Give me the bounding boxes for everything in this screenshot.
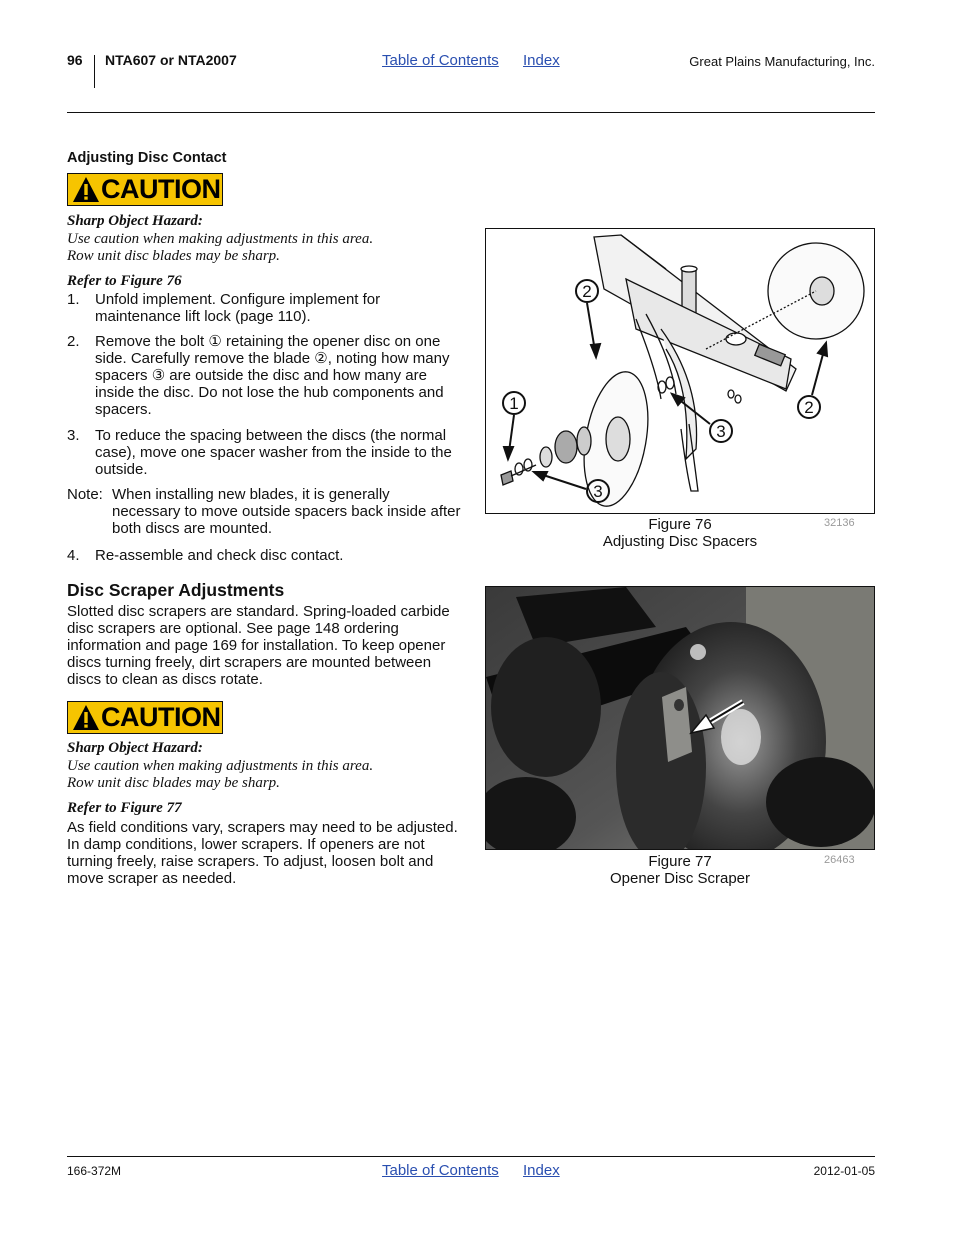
callout-label: 2 bbox=[582, 282, 592, 301]
header-toc-link[interactable]: Table of Contents bbox=[382, 52, 499, 69]
figure-77-photo bbox=[485, 586, 875, 850]
disc-spacer-drawing bbox=[486, 229, 874, 513]
document-date: 2012-01-05 bbox=[813, 1164, 875, 1178]
figure-76-number: Figure 76 bbox=[648, 516, 712, 533]
caution-label bbox=[67, 701, 223, 734]
warning-triangle-icon bbox=[72, 704, 100, 731]
callout-label: 3 bbox=[593, 482, 603, 501]
company-name: Great Plains Manufacturing, Inc. bbox=[689, 54, 875, 69]
caution-word: CAUTION bbox=[101, 174, 221, 204]
figure-76-code: 32136 bbox=[824, 517, 855, 529]
note-text: When installing new blades, it is generally necessary to move outside spacers back inside after both discs are mounted. bbox=[112, 486, 461, 537]
caution-word: CAUTION bbox=[101, 702, 221, 732]
hazard-line: Row unit disc blades may be sharp. bbox=[67, 248, 280, 264]
figure-reference: Refer to Figure 76 bbox=[67, 273, 182, 289]
callout-label: 3 bbox=[716, 422, 726, 441]
section-body: As field conditions vary, scrapers may need to be adjusted. In damp conditions, lower scrapers. If openers are not turning freely, raise scrapers. To adjust, loosen bolt and move scraper as needed. bbox=[67, 819, 458, 887]
step-number: 4. bbox=[67, 547, 80, 564]
header-rule bbox=[67, 112, 875, 113]
hazard-line: Row unit disc blades may be sharp. bbox=[67, 775, 280, 791]
footer-index-link[interactable]: Index bbox=[523, 1162, 560, 1179]
note-label: Note: bbox=[67, 486, 103, 503]
step-number: 3. bbox=[67, 427, 80, 444]
section-title-adjusting-disc-contact: Adjusting Disc Contact bbox=[67, 150, 227, 166]
header-divider bbox=[94, 55, 95, 88]
figure-77-code: 26463 bbox=[824, 854, 855, 866]
figure-77-caption: Opener Disc Scraper bbox=[609, 870, 751, 887]
callout-label: 2 bbox=[804, 398, 814, 417]
header-index-link[interactable]: Index bbox=[523, 52, 560, 69]
figure-77-number: Figure 77 bbox=[648, 853, 712, 870]
hazard-line: Use caution when making adjustments in this area. bbox=[67, 231, 374, 247]
model-name: NTA607 or NTA2007 bbox=[105, 52, 237, 68]
hazard-line: Use caution when making adjustments in this area. bbox=[67, 758, 374, 774]
warning-triangle-icon bbox=[72, 176, 100, 203]
footer-toc-link[interactable]: Table of Contents bbox=[382, 1162, 499, 1179]
opener-disc-scraper-photo bbox=[486, 587, 874, 849]
step-number: 1. bbox=[67, 291, 80, 308]
page-number: 96 bbox=[67, 52, 83, 68]
figure-76-caption: Adjusting Disc Spacers bbox=[602, 533, 758, 550]
hazard-title: Sharp Object Hazard: bbox=[67, 213, 203, 229]
figure-76-diagram bbox=[485, 228, 875, 514]
step-text: Remove the bolt ① retaining the opener disc on one side. Carefully remove the blade ②, noting how many spacers ③ are outside the disc and how many are inside the disc. Do not lose the hub components and spacers. bbox=[95, 333, 450, 418]
step-text: To reduce the spacing between the discs (the normal case), move one spacer washer from the inside to the outside. bbox=[95, 427, 452, 478]
footer-rule bbox=[67, 1156, 875, 1157]
section-title-disc-scraper: Disc Scraper Adjustments bbox=[67, 580, 285, 600]
caution-label bbox=[67, 173, 223, 206]
step-text: Re-assemble and check disc contact. bbox=[95, 547, 344, 564]
callout-label: 1 bbox=[509, 394, 519, 413]
hazard-title: Sharp Object Hazard: bbox=[67, 740, 203, 756]
step-number: 2. bbox=[67, 333, 80, 350]
document-number: 166-372M bbox=[67, 1164, 122, 1178]
figure-reference: Refer to Figure 77 bbox=[67, 800, 182, 816]
step-text: Unfold implement. Configure implement for maintenance lift lock (page 110). bbox=[95, 291, 381, 325]
section-intro: Slotted disc scrapers are standard. Spring-loaded carbide disc scrapers are optional. See page 148 ordering information and page 169 for installation. To keep opener discs turning freely, dirt scrapers are mounted between discs to clean as discs rotate. bbox=[67, 603, 450, 688]
